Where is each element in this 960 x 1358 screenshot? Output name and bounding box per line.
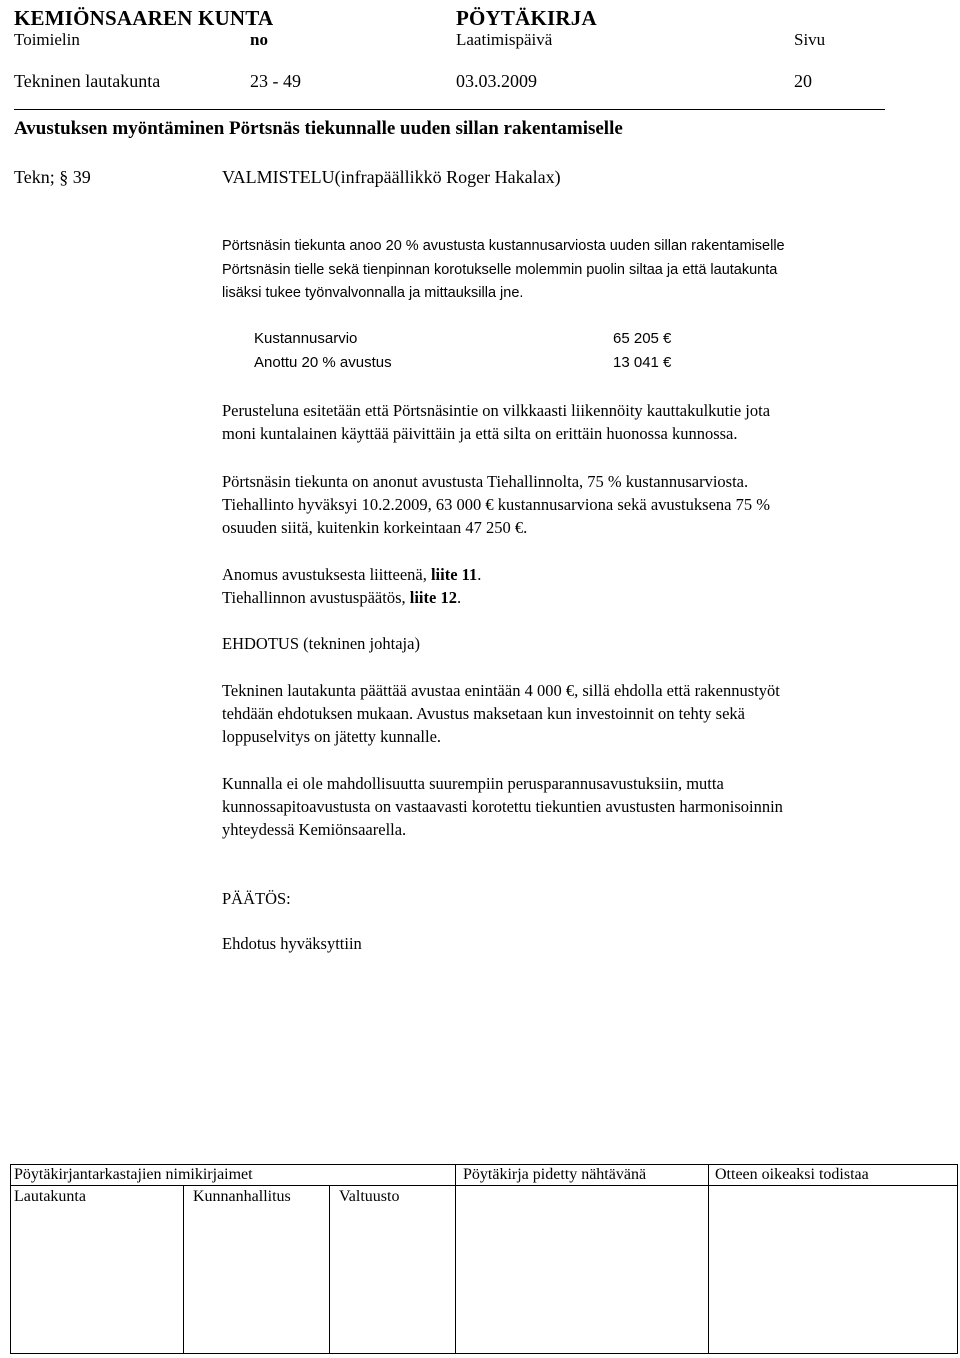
note-paragraph bbox=[222, 772, 783, 841]
organization-name: KEMIÖNSAAREN KUNTA bbox=[14, 6, 274, 30]
attachment-ref: liite 11 bbox=[430, 565, 478, 584]
note-line: Kunnalla ei ole mahdollisuutta suurempiin perusparannusavustuksiin, mutta bbox=[222, 774, 724, 793]
attachment-line: Anomus avustuksesta liitteenä, liite 11. bbox=[222, 565, 482, 584]
funding-line: Pörtsnäsin tiekunta on anonut avustusta Tiehallinnolta, 75 % kustannusarviosta. bbox=[222, 472, 749, 491]
note-line: kunnossapitoavustusta on vastaavasti korotettu tiekuntien avustusten harmonisoinnin bbox=[222, 797, 783, 816]
proposal-line: Tekninen lautakunta päättää avustaa enintään 4 000 €, sillä ehdolla että rakennustyöt bbox=[222, 681, 780, 700]
footer-gov-label: Kunnanhallitus bbox=[193, 1188, 291, 1205]
decision-text: Ehdotus hyväksyttiin bbox=[222, 934, 362, 953]
funding-line: osuuden siitä, kuitenkin korkeintaan 47 250 €. bbox=[222, 518, 528, 537]
header-meeting-no: 23 - 49 bbox=[250, 71, 301, 91]
header-page: 20 bbox=[794, 71, 812, 91]
header-label-organ: Toimielin bbox=[14, 30, 80, 49]
footer-board-label: Lautakunta bbox=[14, 1188, 86, 1205]
note-line: yhteydessä Kemiönsaarella. bbox=[222, 820, 407, 839]
cost-label: Anottu 20 % avustus bbox=[254, 354, 392, 371]
document-type: PÖYTÄKIRJA bbox=[456, 6, 597, 30]
justification-paragraph bbox=[222, 399, 770, 445]
footer-divider bbox=[183, 1185, 184, 1353]
footer-certified-label: Otteen oikeaksi todistaa bbox=[715, 1166, 869, 1183]
funding-paragraph bbox=[222, 470, 770, 539]
proposal-paragraph bbox=[222, 679, 780, 748]
proposal-heading: EHDOTUS (tekninen johtaja) bbox=[222, 634, 420, 653]
footer-divider bbox=[329, 1185, 330, 1353]
proposal-line: tehdään ehdotuksen mukaan. Avustus maksetaan kun investoinnit on tehty sekä bbox=[222, 704, 746, 723]
cost-value: 13 041 € bbox=[613, 354, 672, 371]
preparation-heading: VALMISTELU(infrapäällikkö Roger Hakalax) bbox=[222, 167, 561, 187]
attachment-line: Tiehallinnon avustuspäätös, liite 12. bbox=[222, 588, 462, 607]
decision-heading: PÄÄTÖS: bbox=[222, 889, 291, 908]
document-title: Avustuksen myöntäminen Pörtsnäs tiekunnalle uuden sillan rakentamiselle bbox=[14, 118, 623, 139]
cost-label: Kustannusarvio bbox=[254, 330, 358, 347]
footer-divider bbox=[455, 1165, 456, 1353]
header-rule bbox=[14, 109, 885, 110]
section-reference: Tekn; § 39 bbox=[14, 167, 91, 187]
footer-council-label: Valtuusto bbox=[339, 1188, 400, 1205]
intro-line: lisäksi tukee työnvalvonnalla ja mittauksilla jne. bbox=[222, 285, 524, 301]
header-label-date: Laatimispäivä bbox=[456, 30, 553, 49]
footer-signatures-label: Pöytäkirjantarkastajien nimikirjaimet bbox=[14, 1166, 253, 1183]
footer-displayed-label: Pöytäkirja pidetty nähtävänä bbox=[463, 1166, 647, 1183]
header-organ: Tekninen lautakunta bbox=[14, 71, 161, 91]
cost-value: 65 205 € bbox=[613, 330, 672, 347]
intro-line: Pörtsnäsin tielle sekä tienpinnan korotukselle molemmin puolin siltaa ja että lautakunta bbox=[222, 261, 778, 278]
justification-line: moni kuntalainen käyttää päivittäin ja että silta on erittäin huonossa kunnossa. bbox=[222, 424, 738, 443]
footer-divider bbox=[11, 1185, 957, 1186]
intro-paragraph bbox=[222, 235, 785, 306]
funding-line: Tiehallinto hyväksyi 10.2.2009, 63 000 € kustannusarviona sekä avustuksena 75 % bbox=[222, 495, 770, 514]
footer-divider bbox=[708, 1165, 709, 1353]
attachments bbox=[222, 563, 481, 609]
intro-line: Pörtsnäsin tiekunta anoo 20 % avustusta kustannusarviosta uuden sillan rakentamiselle bbox=[222, 238, 785, 254]
proposal-line: loppuselvitys on jätetty kunnalle. bbox=[222, 727, 442, 746]
footer-signature-table bbox=[10, 1164, 958, 1354]
header-label-page: Sivu bbox=[794, 30, 826, 49]
attachment-ref: liite 12 bbox=[409, 588, 457, 607]
header-label-no: no bbox=[250, 30, 268, 49]
header-date: 03.03.2009 bbox=[456, 71, 537, 91]
justification-line: Perusteluna esitetään että Pörtsnäsintie on vilkkaasti liikennöity kauttakulkutie jota bbox=[222, 401, 771, 420]
